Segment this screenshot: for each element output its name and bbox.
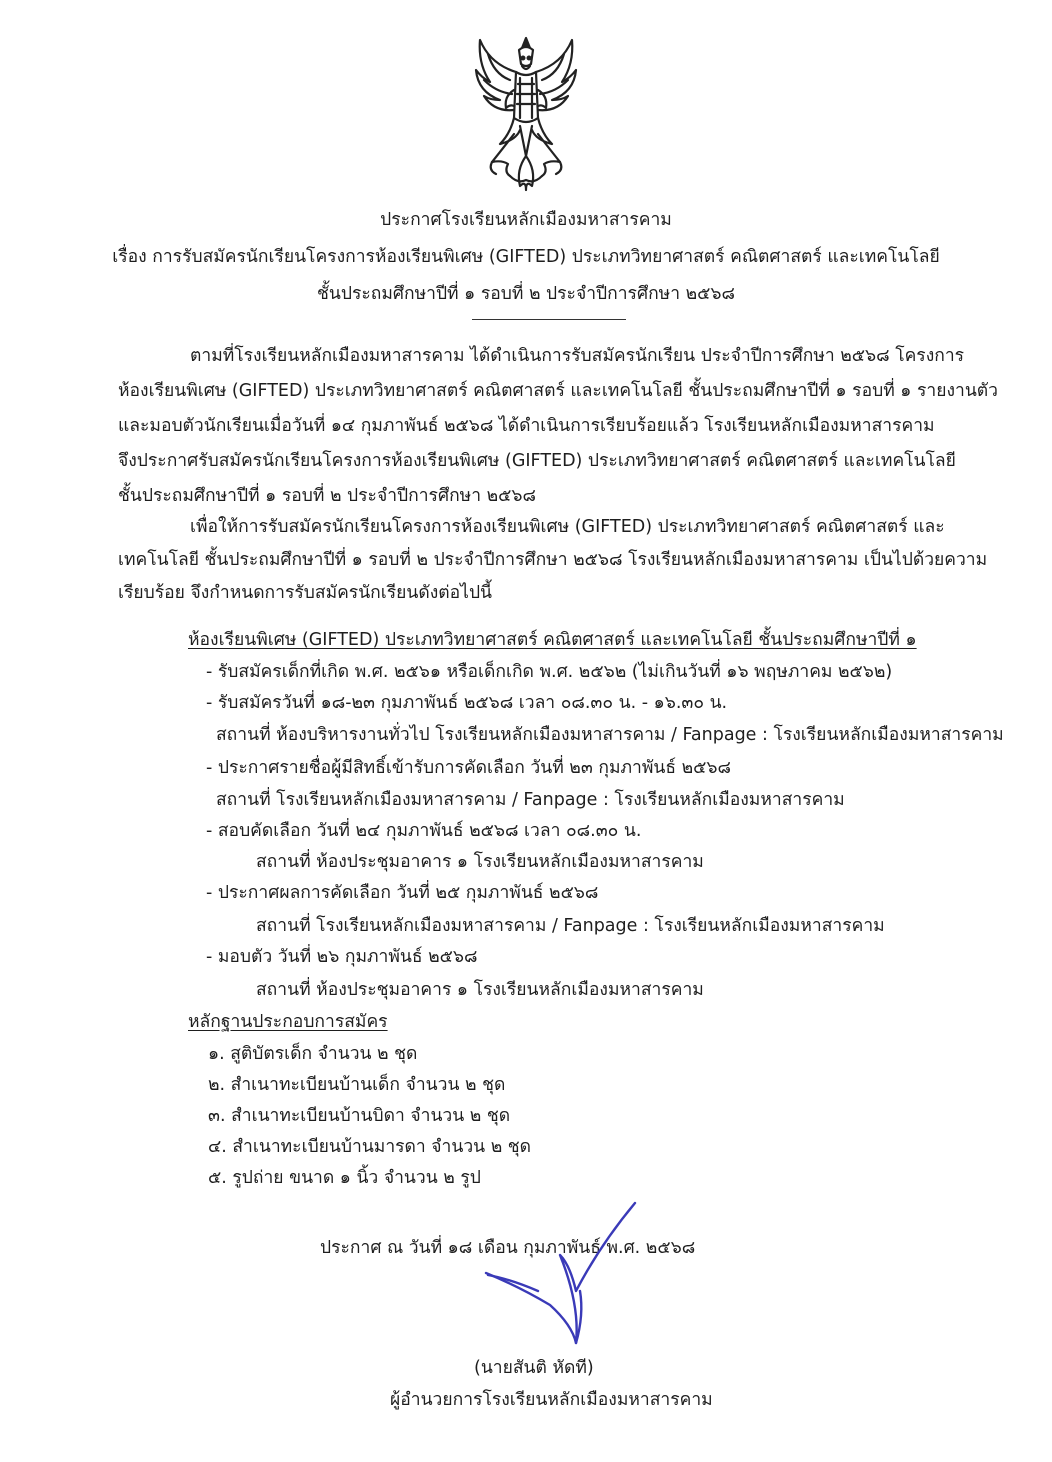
subject-line: เรื่อง การรับสมัครนักเรียนโครงการห้องเรียนพิเศษ (GIFTED) ประเภทวิทยาศาสตร์ คณิตศาสตร์ และเทคโนโลยี — [112, 247, 940, 267]
schedule-item: - ประกาศผลการคัดเลือก วันที่ ๒๕ กุมภาพันธ์ ๒๕๖๘ — [206, 883, 599, 903]
paragraph-1-line: และมอบตัวนักเรียนเมื่อวันที่ ๑๔ กุมภาพันธ์ ๒๕๖๘ ได้ดำเนินการเรียบร้อยแล้ว โรงเรียนหลักเมืองมหาสารคาม — [118, 416, 935, 436]
subject-line-2: ชั้นประถมศึกษาปีที่ ๑ รอบที่ ๒ ประจำปีการศึกษา ๒๕๖๘ — [317, 284, 735, 304]
announcement-date: ประกาศ ณ วันที่ ๑๘ เดือน กุมภาพันธ์ พ.ศ. ๒๕๖๘ — [320, 1238, 696, 1258]
schedule-item: - ประกาศรายชื่อผู้มีสิทธิ์เข้ารับการคัดเลือก วันที่ ๒๓ กุมภาพันธ์ ๒๕๖๘ — [206, 758, 731, 778]
document-item: ๑. สูติบัตรเด็ก จำนวน ๒ ชุด — [208, 1044, 418, 1064]
schedule-location: สถานที่ โรงเรียนหลักเมืองมหาสารคาม / Fanpage : โรงเรียนหลักเมืองมหาสารคาม — [256, 916, 885, 936]
handwritten-signature-icon — [480, 1195, 660, 1370]
schedule-item: - มอบตัว วันที่ ๒๖ กุมภาพันธ์ ๒๕๖๘ — [206, 947, 478, 967]
schedule-item: - รับสมัครวันที่ ๑๘-๒๓ กุมภาพันธ์ ๒๕๖๘ เวลา ๐๘.๓๐ น. - ๑๖.๓๐ น. — [206, 693, 728, 713]
schedule-item: - รับสมัครเด็กที่เกิด พ.ศ. ๒๕๖๑ หรือเด็กเกิด พ.ศ. ๒๕๖๒ (ไม่เกินวันที่ ๑๖ พฤษภาคม ๒๕๖๒) — [206, 662, 893, 682]
schedule-heading: ห้องเรียนพิเศษ (GIFTED) ประเภทวิทยาศาสตร์ คณิตศาสตร์ และเทคโนโลยี ชั้นประถมศึกษาปีที่ ๑ — [188, 630, 917, 650]
schedule-location: สถานที่ ห้องบริหารงานทั่วไป โรงเรียนหลักเมืองมหาสารคาม / Fanpage : โรงเรียนหลักเมืองมหาสารคาม — [216, 725, 1004, 745]
schedule-location: สถานที่ โรงเรียนหลักเมืองมหาสารคาม / Fanpage : โรงเรียนหลักเมืองมหาสารคาม — [216, 790, 845, 810]
documents-heading: หลักฐานประกอบการสมัคร — [188, 1012, 388, 1032]
document-item: ๔. สำเนาทะเบียนบ้านมารดา จำนวน ๒ ชุด — [208, 1137, 532, 1157]
document-item: ๕. รูปถ่าย ขนาด ๑ นิ้ว จำนวน ๒ รูป — [208, 1168, 481, 1188]
schedule-location: สถานที่ ห้องประชุมอาคาร ๑ โรงเรียนหลักเมืองมหาสารคาม — [256, 980, 704, 1000]
announcer-title: ประกาศโรงเรียนหลักเมืองมหาสารคาม — [380, 210, 672, 230]
garuda-emblem-icon — [470, 34, 582, 194]
paragraph-1-line: ห้องเรียนพิเศษ (GIFTED) ประเภทวิทยาศาสตร์ คณิตศาสตร์ และเทคโนโลยี ชั้นประถมศึกษาปีที่ ๑ รอบที่ ๑ รายงานตัว — [118, 381, 998, 401]
paragraph-2-line: เทคโนโลยี ชั้นประถมศึกษาปีที่ ๑ รอบที่ ๒ ประจำปีการศึกษา ๒๕๖๘ โรงเรียนหลักเมืองมหาสารคาม เป็นไปด้วยความ — [118, 550, 988, 570]
signer-position: ผู้อำนวยการโรงเรียนหลักเมืองมหาสารคาม — [390, 1390, 713, 1410]
paragraph-1-line: ตามที่โรงเรียนหลักเมืองมหาสารคาม ได้ดำเนินการรับสมัครนักเรียน ประจำปีการศึกษา ๒๕๖๘ โครงการ — [190, 346, 965, 366]
paragraph-1-line: ชั้นประถมศึกษาปีที่ ๑ รอบที่ ๒ ประจำปีการศึกษา ๒๕๖๘ — [118, 486, 536, 506]
schedule-item: - สอบคัดเลือก วันที่ ๒๔ กุมภาพันธ์ ๒๕๖๘ เวลา ๐๘.๓๐ น. — [206, 821, 642, 841]
header-divider — [472, 319, 626, 320]
document-item: ๒. สำเนาทะเบียนบ้านเด็ก จำนวน ๒ ชุด — [208, 1075, 506, 1095]
schedule-location: สถานที่ ห้องประชุมอาคาร ๑ โรงเรียนหลักเมืองมหาสารคาม — [256, 852, 704, 872]
paragraph-2-line: เรียบร้อย จึงกำหนดการรับสมัครนักเรียนดังต่อไปนี้ — [118, 583, 493, 603]
document-item: ๓. สำเนาทะเบียนบ้านบิดา จำนวน ๒ ชุด — [208, 1106, 511, 1126]
paragraph-1-line: จึงประกาศรับสมัครนักเรียนโครงการห้องเรียนพิเศษ (GIFTED) ประเภทวิทยาศาสตร์ คณิตศาสตร์ และเทคโนโลยี — [118, 451, 956, 471]
paragraph-2-line: เพื่อให้การรับสมัครนักเรียนโครงการห้องเรียนพิเศษ (GIFTED) ประเภทวิทยาศาสตร์ คณิตศาสตร์ และ — [190, 517, 945, 537]
signer-name: (นายสันติ หัดที) — [474, 1358, 594, 1378]
